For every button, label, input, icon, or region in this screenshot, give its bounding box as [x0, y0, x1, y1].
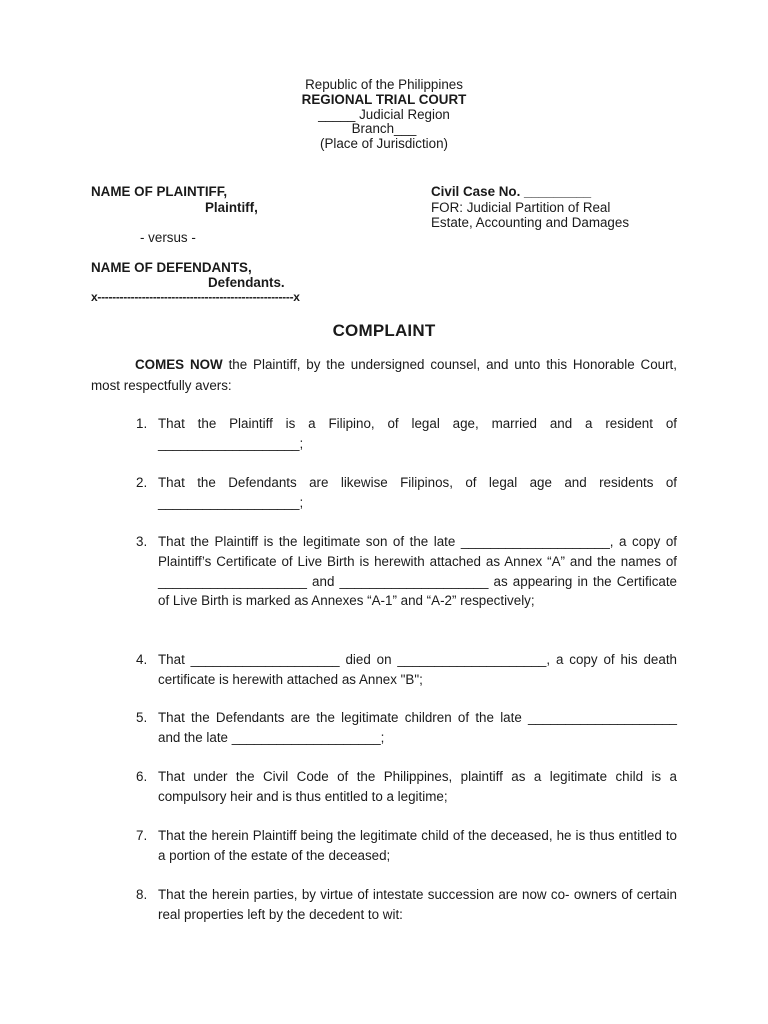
paragraph-text: That under the Civil Code of the Philippines, plaintiff as a legitimate child is a compulsory heir and is thus entitled to a legitime;	[158, 769, 677, 804]
defendants-role: Defendants.	[208, 275, 285, 290]
paragraph-text: That the Plaintiff is a Filipino, of legal age, married and a resident of ___________________;	[158, 416, 677, 451]
paragraph-7	[136, 826, 677, 866]
paragraph-number: 4.	[136, 652, 148, 667]
paragraph-1	[136, 414, 677, 454]
paragraph-text: That the herein Plaintiff being the legitimate child of the deceased, he is thus entitled to a portion of the estate of the deceased;	[158, 828, 677, 863]
defendants-name: NAME OF DEFENDANTS,	[91, 260, 252, 275]
court-name: REGIONAL TRIAL COURT	[301, 91, 467, 107]
paragraph-3	[136, 532, 677, 611]
case-nature-line-1: FOR: Judicial Partition of Real	[431, 200, 611, 215]
plaintiff-role: Plaintiff,	[205, 200, 258, 215]
paragraph-text: That the Plaintiff is the legitimate son of the late ____________________, a copy of Plaintiff’s Certificate of Live Birth is herewith attached as Annex “A” and the names of ____________________ and ____________________ as appearing in the Certificate of Live Birth is marked as Annexes “A-1” and “A-2” respectively;	[158, 534, 677, 609]
case-nature-line-2: Estate, Accounting and Damages	[431, 215, 630, 230]
paragraph-number: 2.	[136, 475, 148, 490]
versus-line: - versus -	[140, 230, 196, 245]
paragraph-6	[136, 767, 677, 807]
paragraph-2	[136, 473, 677, 513]
court-header	[0, 78, 768, 152]
caption-separator: x-----------------------------------------------------x	[91, 290, 300, 304]
paragraph-number: 8.	[136, 887, 148, 902]
paragraph-text: That the herein parties, by virtue of intestate succession are now co- owners of certain real properties left by the decedent to wit:	[158, 887, 677, 922]
paragraph-text: That ____________________ died on ____________________, a copy of his death certificate is herewith attached as Annex "B";	[158, 652, 677, 687]
document-title: COMPLAINT	[332, 321, 436, 340]
civil-case-number: Civil Case No. _________	[431, 184, 592, 199]
judicial-region: _____ Judicial Region	[318, 106, 450, 122]
intro-text: the Plaintiff, by the undersigned counsel, and unto this Honorable Court, most respectfully avers:	[91, 357, 677, 393]
paragraph-number: 7.	[136, 828, 148, 843]
paragraph-number: 3.	[136, 534, 148, 549]
paragraph-4	[136, 650, 677, 690]
paragraph-8	[136, 885, 677, 925]
plaintiff-name: NAME OF PLAINTIFF,	[91, 184, 228, 199]
paragraph-number: 5.	[136, 710, 148, 725]
paragraph-text: That the Defendants are likewise Filipinos, of legal age and residents of ___________________;	[158, 475, 677, 510]
republic-line: Republic of the Philippines	[305, 77, 463, 92]
paragraph-5	[136, 708, 677, 748]
place-of-jurisdiction: (Place of Jurisdiction)	[319, 136, 448, 152]
branch-line: Branch___	[351, 121, 417, 137]
intro-paragraph	[91, 354, 677, 396]
paragraph-number: 1.	[136, 416, 148, 431]
paragraph-number: 6.	[136, 769, 148, 784]
intro-lead: COMES NOW	[135, 357, 223, 372]
paragraph-text: That the Defendants are the legitimate children of the late ____________________ and the late ____________________;	[158, 710, 677, 745]
